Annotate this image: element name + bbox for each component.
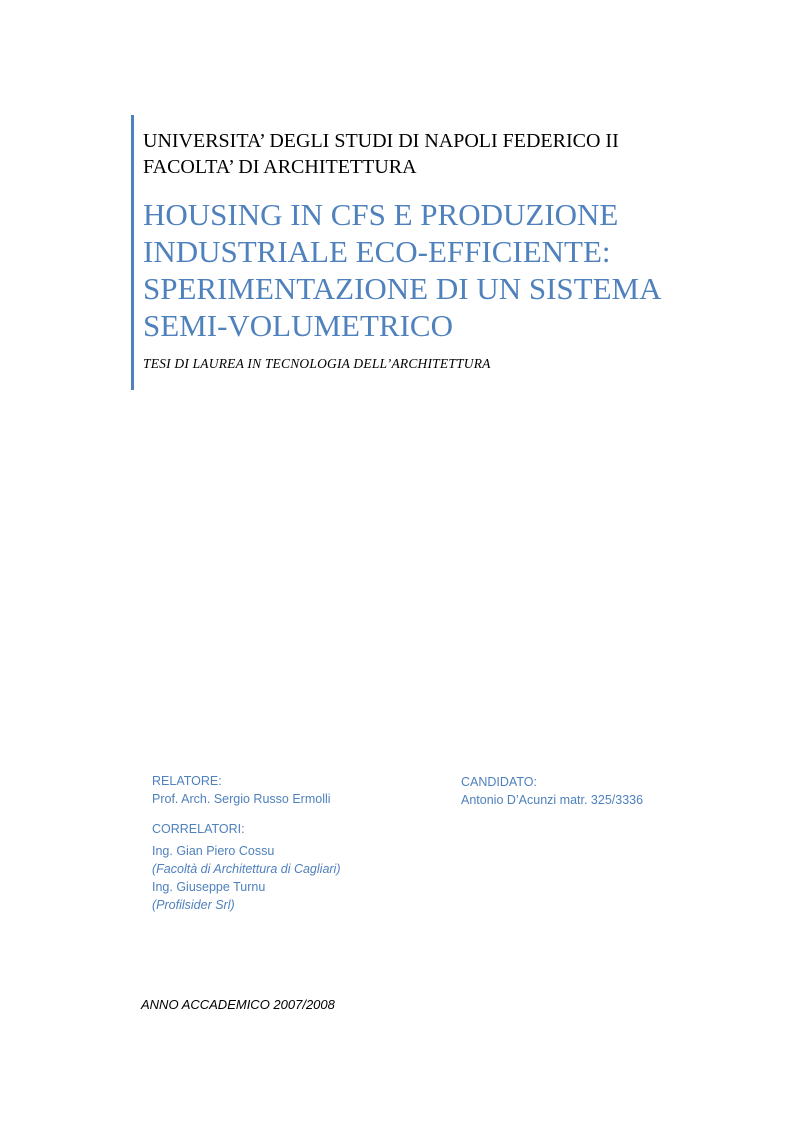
candidato-name: Antonio D’Acunzi matr. 325/3336 bbox=[461, 793, 644, 807]
correlatore-name: Ing. Giuseppe Turnu bbox=[152, 880, 266, 894]
university-name: UNIVERSITA’ DEGLI STUDI DI NAPOLI FEDERICO II bbox=[143, 130, 619, 152]
thesis-title-line: SPERIMENTAZIONE DI UN SISTEMA bbox=[143, 271, 662, 306]
correlatore-affiliation: (Facoltà di Architettura di Cagliari) bbox=[152, 862, 341, 876]
correlatori-label: CORRELATORI: bbox=[152, 822, 245, 836]
relatore-label: RELATORE: bbox=[152, 774, 222, 788]
thesis-title-line: HOUSING IN CFS E PRODUZIONE bbox=[143, 197, 619, 232]
thesis-title-line: INDUSTRIALE ECO-EFFICIENTE: bbox=[143, 234, 611, 269]
faculty-name: FACOLTA’ DI ARCHITETTURA bbox=[143, 156, 417, 178]
correlatore-name: Ing. Gian Piero Cossu bbox=[152, 844, 275, 858]
relatore-name: Prof. Arch. Sergio Russo Ermolli bbox=[152, 792, 331, 806]
thesis-title bbox=[143, 196, 763, 344]
candidato-label: CANDIDATO: bbox=[461, 775, 537, 789]
correlatore-affiliation: (Profilsider Srl) bbox=[152, 898, 235, 912]
supervisors-block bbox=[152, 772, 452, 914]
academic-year: ANNO ACCADEMICO 2007/2008 bbox=[141, 997, 335, 1012]
candidate-block bbox=[461, 773, 741, 809]
thesis-subtitle: TESI DI LAUREA IN TECNOLOGIA DELL’ARCHITETTURA bbox=[143, 356, 491, 371]
thesis-title-line: SEMI-VOLUMETRICO bbox=[143, 308, 453, 343]
accent-bar bbox=[131, 115, 134, 390]
header-block bbox=[143, 128, 763, 372]
